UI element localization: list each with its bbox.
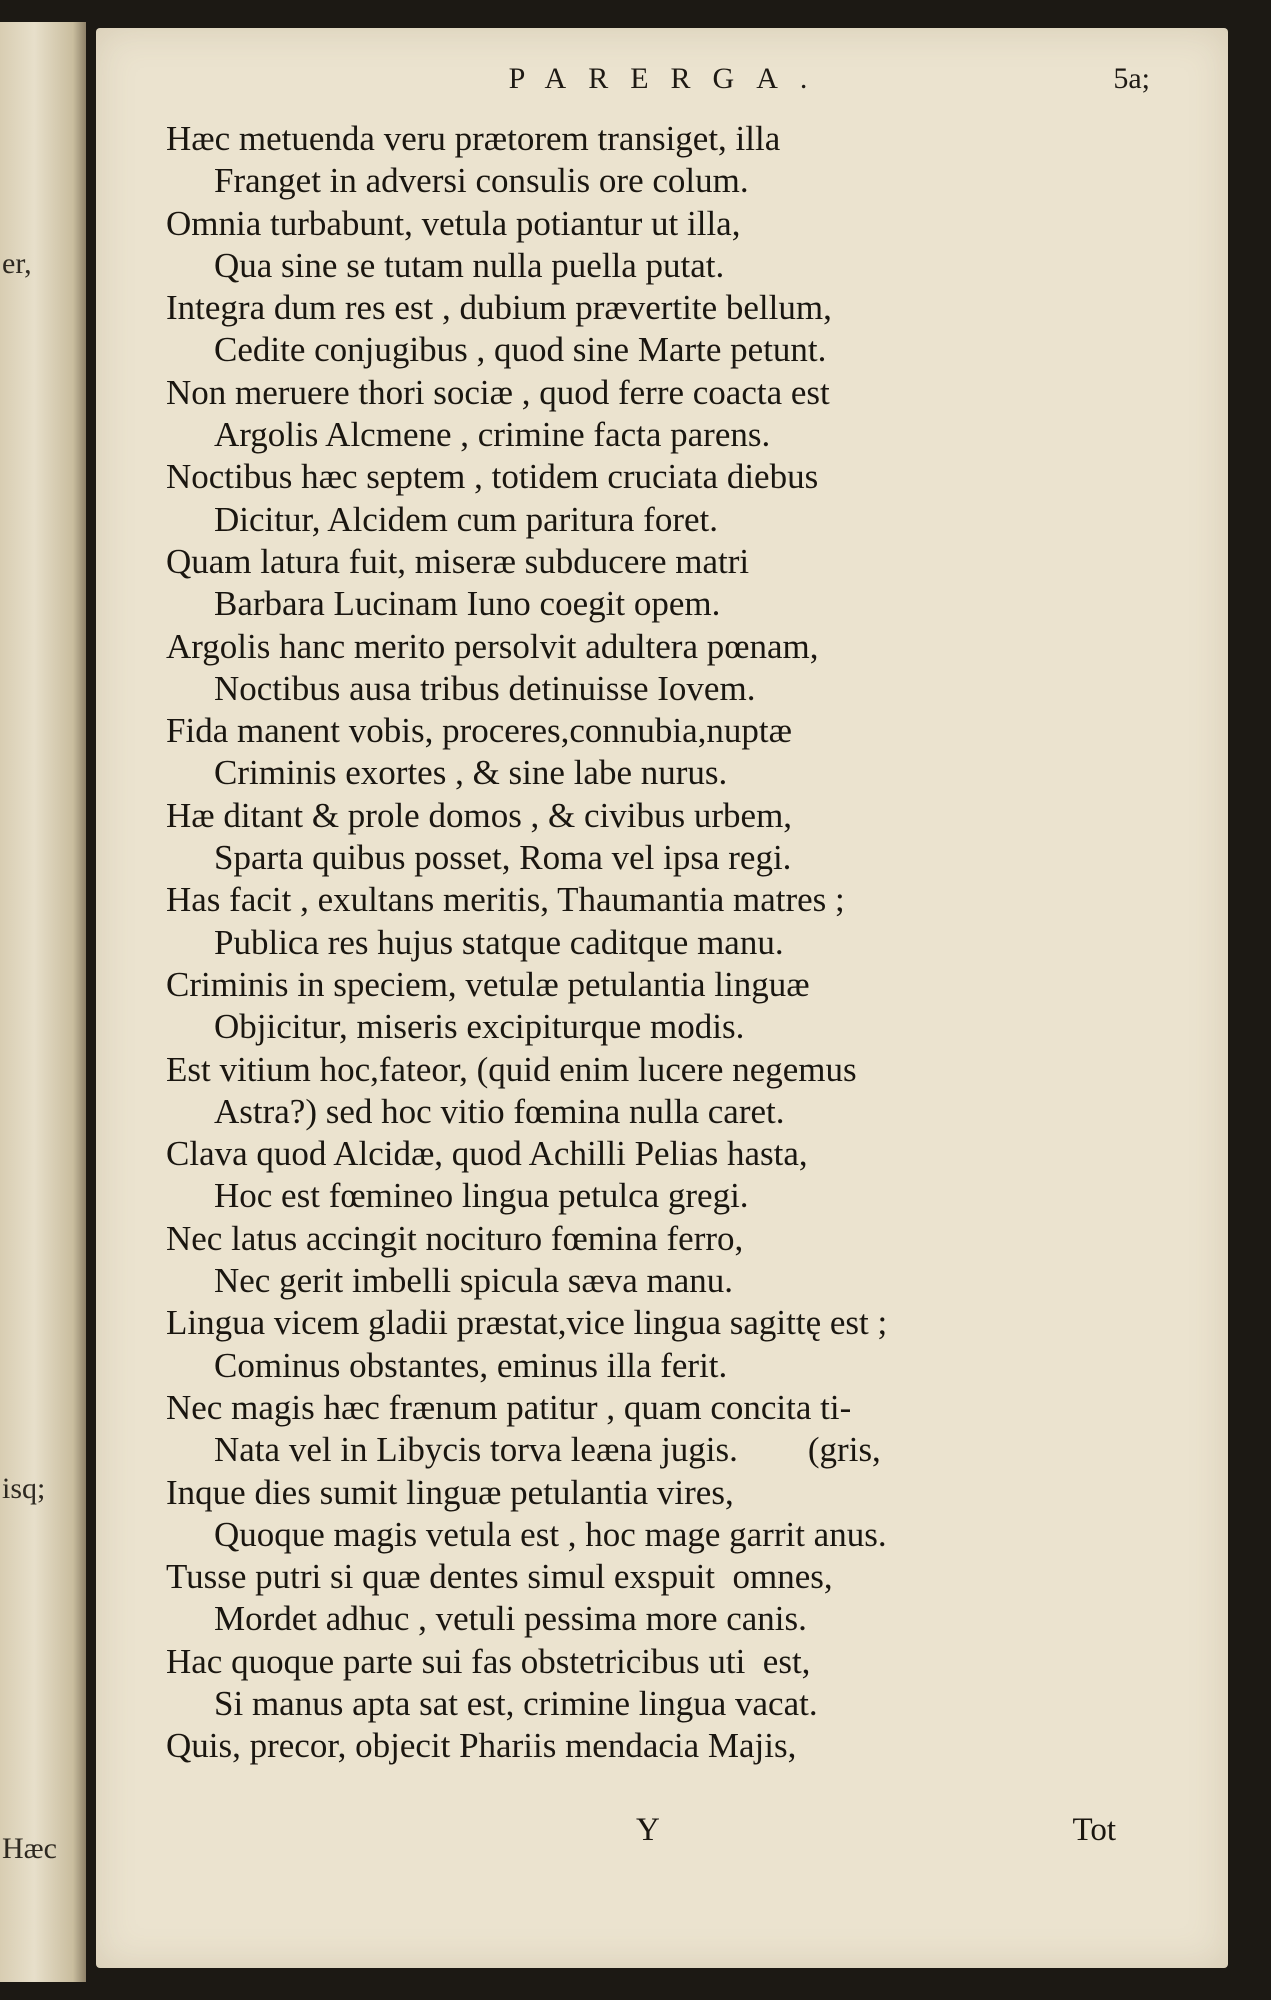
verse-line: Objicitur, miseris excipiturque modis. <box>214 1007 745 1047</box>
book-page <box>96 28 1228 1968</box>
footer-line <box>96 1812 1228 1856</box>
verse-line: Non meruere thori sociæ , quod ferre coacta est <box>166 372 830 412</box>
verse-line: Noctibus hæc septem , totidem cruciata diebus <box>166 457 819 497</box>
verse-line: Mordet adhuc , vetuli pessima more canis. <box>214 1599 807 1639</box>
verse-line: Nec magis hæc frænum patitur , quam concita ti- <box>166 1387 852 1427</box>
running-head <box>96 62 1228 118</box>
verse-line: Inque dies sumit linguæ petulantia vires, <box>166 1472 734 1512</box>
verse-line: Quis, precor, objecit Phariis mendacia Majis, <box>166 1726 797 1766</box>
margin-fragment: Hæc <box>2 1832 57 1865</box>
signature-mark: Y <box>636 1812 660 1848</box>
verse-line: Tusse putri si quæ dentes simul exspuit omnes, <box>166 1557 833 1597</box>
verse-line: Barbara Lucinam Iuno coegit opem. <box>214 584 721 624</box>
verse-line: Nec gerit imbelli spicula sæva manu. <box>214 1261 734 1301</box>
verse-line: Hæ ditant & prole domos , & civibus urbem, <box>166 795 793 835</box>
verse-line: Hoc est fœmineo lingua petulca gregi. <box>214 1176 749 1216</box>
verse-line: Has facit , exultans meritis, Thaumantia matres ; <box>166 880 845 920</box>
verse-line: Cedite conjugibus , quod sine Marte petunt. <box>214 330 827 370</box>
verse-line: Quam latura fuit, miseræ subducere matri <box>166 541 750 581</box>
verse-line: Hæc metuenda veru prætorem transiget, illa <box>166 119 781 158</box>
verse-line: Nec latus accingit nocituro fœmina ferro, <box>166 1218 744 1258</box>
verse-line: Astra?) sed hoc vitio fœmina nulla caret. <box>214 1091 785 1131</box>
margin-fragment: er, <box>2 247 32 280</box>
verse-line: Criminis exortes , & sine labe nurus. <box>214 753 728 793</box>
verse-line: Fida manent vobis, proceres,connubia,nuptæ <box>166 711 792 751</box>
verse-line: Hac quoque parte sui fas obstetricibus uti est, <box>166 1641 811 1681</box>
verse-line: Qua sine se tutam nulla puella putat. <box>214 245 725 285</box>
verse-line: Publica res hujus statque caditque manu. <box>214 922 784 962</box>
page-number: 5a; <box>1113 62 1150 95</box>
verse-line: Clava quod Alcidæ, quod Achilli Pelias hasta, <box>166 1134 808 1174</box>
verse-line: Criminis in speciem, vetulæ petulantia linguæ <box>166 964 810 1004</box>
verse-line: Argolis Alcmene , crimine facta parens. <box>214 415 771 455</box>
verse-line: Nata vel in Libycis torva leæna jugis. (gris, <box>214 1430 881 1470</box>
verse-line: Lingua vicem gladii præstat,vice lingua sagittę est ; <box>166 1303 888 1343</box>
verse-line: Sparta quibus posset, Roma vel ipsa regi. <box>214 838 792 878</box>
previous-page-edge <box>0 22 86 1982</box>
verse-line: Cominus obstantes, eminus illa ferit. <box>214 1345 728 1385</box>
verse-line: Franget in adversi consulis ore colum. <box>214 161 749 201</box>
verse-line: Noctibus ausa tribus detinuisse Iovem. <box>214 668 756 708</box>
page-title: PARERGA. <box>508 62 830 95</box>
verse-line: Quoque magis vetula est , hoc mage garrit anus. <box>214 1514 887 1554</box>
verse-line: Integra dum res est , dubium prævertite bellum, <box>166 288 832 328</box>
catchword: Tot <box>1072 1812 1116 1848</box>
margin-fragment: isq; <box>2 1472 46 1505</box>
verse-line: Si manus apta sat est, crimine lingua vacat. <box>214 1683 818 1723</box>
verse-line: Omnia turbabunt, vetula potiantur ut illa, <box>166 203 741 243</box>
verse-text <box>166 118 1176 1768</box>
verse-line: Dicitur, Alcidem cum paritura foret. <box>214 499 718 539</box>
verse-line: Est vitium hoc,fateor, (quid enim lucere negemus <box>166 1049 857 1089</box>
verse-line: Argolis hanc merito persolvit adultera pœnam, <box>166 626 819 666</box>
